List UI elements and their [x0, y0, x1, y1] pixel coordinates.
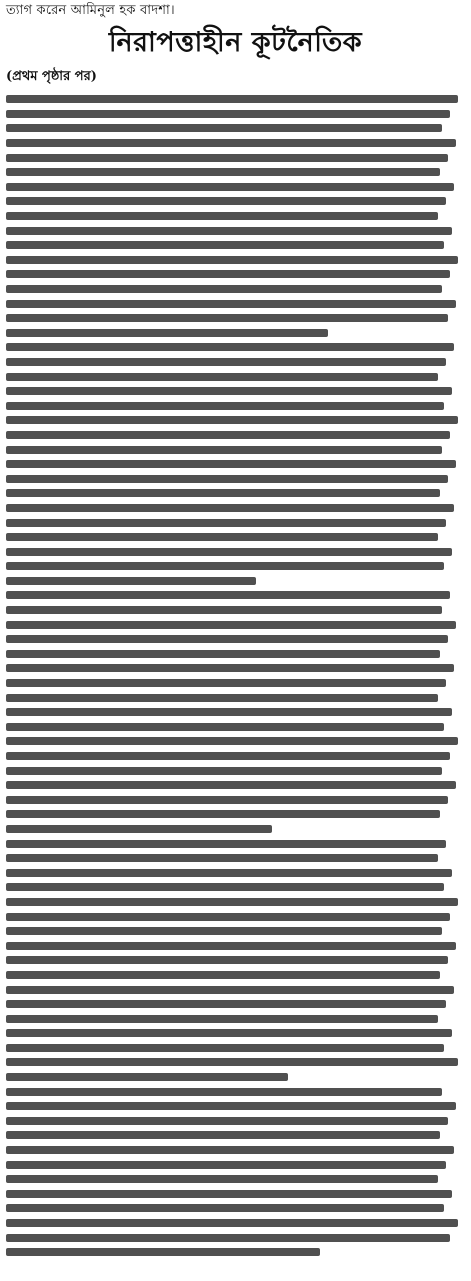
article-text-line — [6, 617, 465, 632]
text-bar — [6, 1175, 438, 1183]
text-bar — [6, 664, 454, 672]
article-text-line — [6, 1187, 465, 1202]
previous-article-last-line: ত্যাগ করেন আমিনুল হক বাদশা। — [6, 2, 175, 18]
article-text-line — [6, 938, 465, 953]
text-bar — [6, 519, 446, 527]
article-text-line — [6, 603, 465, 618]
text-bar — [6, 256, 458, 264]
article-lead — [6, 66, 465, 88]
article-text-line — [6, 807, 465, 822]
article-text-line — [6, 763, 465, 778]
text-bar — [6, 986, 454, 994]
text-bar — [6, 883, 444, 891]
text-bar — [6, 1029, 452, 1037]
text-bar — [6, 285, 442, 293]
text-bar — [6, 212, 438, 220]
article-text-line — [6, 136, 465, 151]
article-text-line — [6, 1041, 465, 1056]
text-bar — [6, 1058, 458, 1066]
article-text-line — [6, 253, 465, 268]
article-text-line — [6, 1216, 465, 1231]
article-text-line — [6, 793, 465, 808]
text-bar — [6, 416, 458, 424]
article-text-line — [6, 1128, 465, 1143]
text-bar — [6, 606, 442, 614]
article-text-line — [6, 194, 465, 209]
article-text-line — [6, 924, 465, 939]
text-bar — [6, 591, 450, 599]
text-bar — [6, 927, 442, 935]
article-text-line — [6, 851, 465, 866]
article-body-text — [6, 92, 465, 1260]
text-bar — [6, 562, 444, 570]
text-bar — [6, 956, 448, 964]
article-text-line — [6, 515, 465, 530]
text-bar — [6, 1248, 320, 1256]
text-bar — [6, 460, 456, 468]
article-text-line — [6, 150, 465, 165]
article-text-line — [6, 442, 465, 457]
article-text-line — [6, 880, 465, 895]
text-bar — [6, 1088, 442, 1096]
text-bar — [6, 1073, 288, 1081]
article-text-line — [6, 647, 465, 662]
text-bar — [6, 1204, 444, 1212]
article-text-line — [6, 909, 465, 924]
article-text-line — [6, 530, 465, 545]
article-text-line — [6, 384, 465, 399]
text-bar — [6, 737, 458, 745]
article-text-line — [6, 296, 465, 311]
text-bar — [6, 1117, 448, 1125]
text-bar — [6, 124, 442, 132]
text-bar — [6, 154, 448, 162]
article-text-line — [6, 267, 465, 282]
text-bar — [6, 314, 448, 322]
article-text-line — [6, 398, 465, 413]
article-text-line — [6, 1026, 465, 1041]
text-bar — [6, 1146, 454, 1154]
article-text-line — [6, 836, 465, 851]
text-bar — [6, 796, 448, 804]
text-bar — [6, 431, 450, 439]
article-text-line — [6, 471, 465, 486]
article-text-line — [6, 690, 465, 705]
article-text-line — [6, 734, 465, 749]
text-bar — [6, 489, 440, 497]
article-text-line — [6, 180, 465, 195]
article-text-line — [6, 1099, 465, 1114]
article-text-line — [6, 107, 465, 122]
text-bar — [6, 621, 456, 629]
text-bar — [6, 767, 442, 775]
article-text-line — [6, 1070, 465, 1085]
text-bar — [6, 227, 452, 235]
previous-article-tail — [6, 0, 465, 22]
article-text-line — [6, 574, 465, 589]
text-bar — [6, 854, 438, 862]
text-bar — [6, 781, 456, 789]
text-bar — [6, 708, 452, 716]
article-text-line — [6, 311, 465, 326]
article-text-line — [6, 1172, 465, 1187]
article-text-line — [6, 1114, 465, 1129]
text-bar — [6, 300, 456, 308]
article-text-line — [6, 588, 465, 603]
article-text-line — [6, 544, 465, 559]
text-bar — [6, 679, 446, 687]
article-text-line — [6, 165, 465, 180]
article-text-line — [6, 223, 465, 238]
article-text-line — [6, 209, 465, 224]
article-text-line — [6, 1245, 465, 1260]
text-bar — [6, 650, 440, 658]
text-bar — [6, 942, 456, 950]
article-text-line — [6, 982, 465, 997]
text-bar — [6, 635, 448, 643]
article-text-line — [6, 457, 465, 472]
article-text-line — [6, 559, 465, 574]
text-bar — [6, 270, 450, 278]
article-text-line — [6, 355, 465, 370]
text-bar — [6, 694, 438, 702]
text-bar — [6, 1000, 446, 1008]
text-bar — [6, 533, 438, 541]
article-text-line — [6, 676, 465, 691]
text-bar — [6, 1219, 458, 1227]
text-bar — [6, 373, 438, 381]
text-bar — [6, 1015, 438, 1023]
text-bar — [6, 825, 272, 833]
article-text-line — [6, 865, 465, 880]
text-bar — [6, 913, 450, 921]
text-bar — [6, 898, 458, 906]
article-text-line — [6, 413, 465, 428]
article-text-line — [6, 997, 465, 1012]
text-bar — [6, 358, 446, 366]
text-bar — [6, 329, 328, 337]
article-text-line — [6, 953, 465, 968]
article-text-line — [6, 1011, 465, 1026]
text-bar — [6, 110, 450, 118]
article-text-line — [6, 895, 465, 910]
article-text-line — [6, 661, 465, 676]
continued-from-front-page: (প্রথম পৃষ্ঠার পর) — [6, 68, 97, 84]
text-bar — [6, 1234, 450, 1242]
text-bar — [6, 752, 450, 760]
text-bar — [6, 577, 256, 585]
article-text-line — [6, 486, 465, 501]
article-text-line — [6, 778, 465, 793]
article-text-line — [6, 282, 465, 297]
article-text-line — [6, 1157, 465, 1172]
text-bar — [6, 971, 440, 979]
article-text-line — [6, 238, 465, 253]
text-bar — [6, 168, 440, 176]
article-text-line — [6, 1201, 465, 1216]
text-bar — [6, 183, 454, 191]
article-text-line — [6, 632, 465, 647]
text-bar — [6, 1161, 446, 1169]
text-bar — [6, 810, 440, 818]
text-bar — [6, 723, 444, 731]
text-bar — [6, 343, 454, 351]
text-bar — [6, 387, 452, 395]
article-text-line — [6, 340, 465, 355]
text-bar — [6, 1190, 452, 1198]
article-text-line — [6, 369, 465, 384]
article-text-line — [6, 1084, 465, 1099]
text-bar — [6, 840, 446, 848]
text-bar — [6, 402, 444, 410]
text-bar — [6, 1102, 456, 1110]
article-text-line — [6, 720, 465, 735]
text-bar — [6, 241, 444, 249]
article-text-line — [6, 326, 465, 341]
article-text-line — [6, 822, 465, 837]
article-text-line — [6, 968, 465, 983]
text-bar — [6, 197, 446, 205]
article-text-line — [6, 501, 465, 516]
text-bar — [6, 446, 442, 454]
article-text-line — [6, 428, 465, 443]
article-text-line — [6, 121, 465, 136]
article-text-line — [6, 1230, 465, 1245]
text-bar — [6, 548, 452, 556]
text-bar — [6, 139, 456, 147]
text-bar — [6, 1044, 444, 1052]
text-bar — [6, 95, 458, 103]
text-bar — [6, 504, 454, 512]
text-bar — [6, 1131, 440, 1139]
article-text-line — [6, 92, 465, 107]
article-text-line — [6, 705, 465, 720]
text-bar — [6, 869, 452, 877]
article-text-line — [6, 1055, 465, 1070]
article-text-line — [6, 1143, 465, 1158]
text-bar — [6, 475, 448, 483]
article-headline: নিরাপত্তাহীন কূটনৈতিক — [108, 26, 363, 58]
article-text-line — [6, 749, 465, 764]
